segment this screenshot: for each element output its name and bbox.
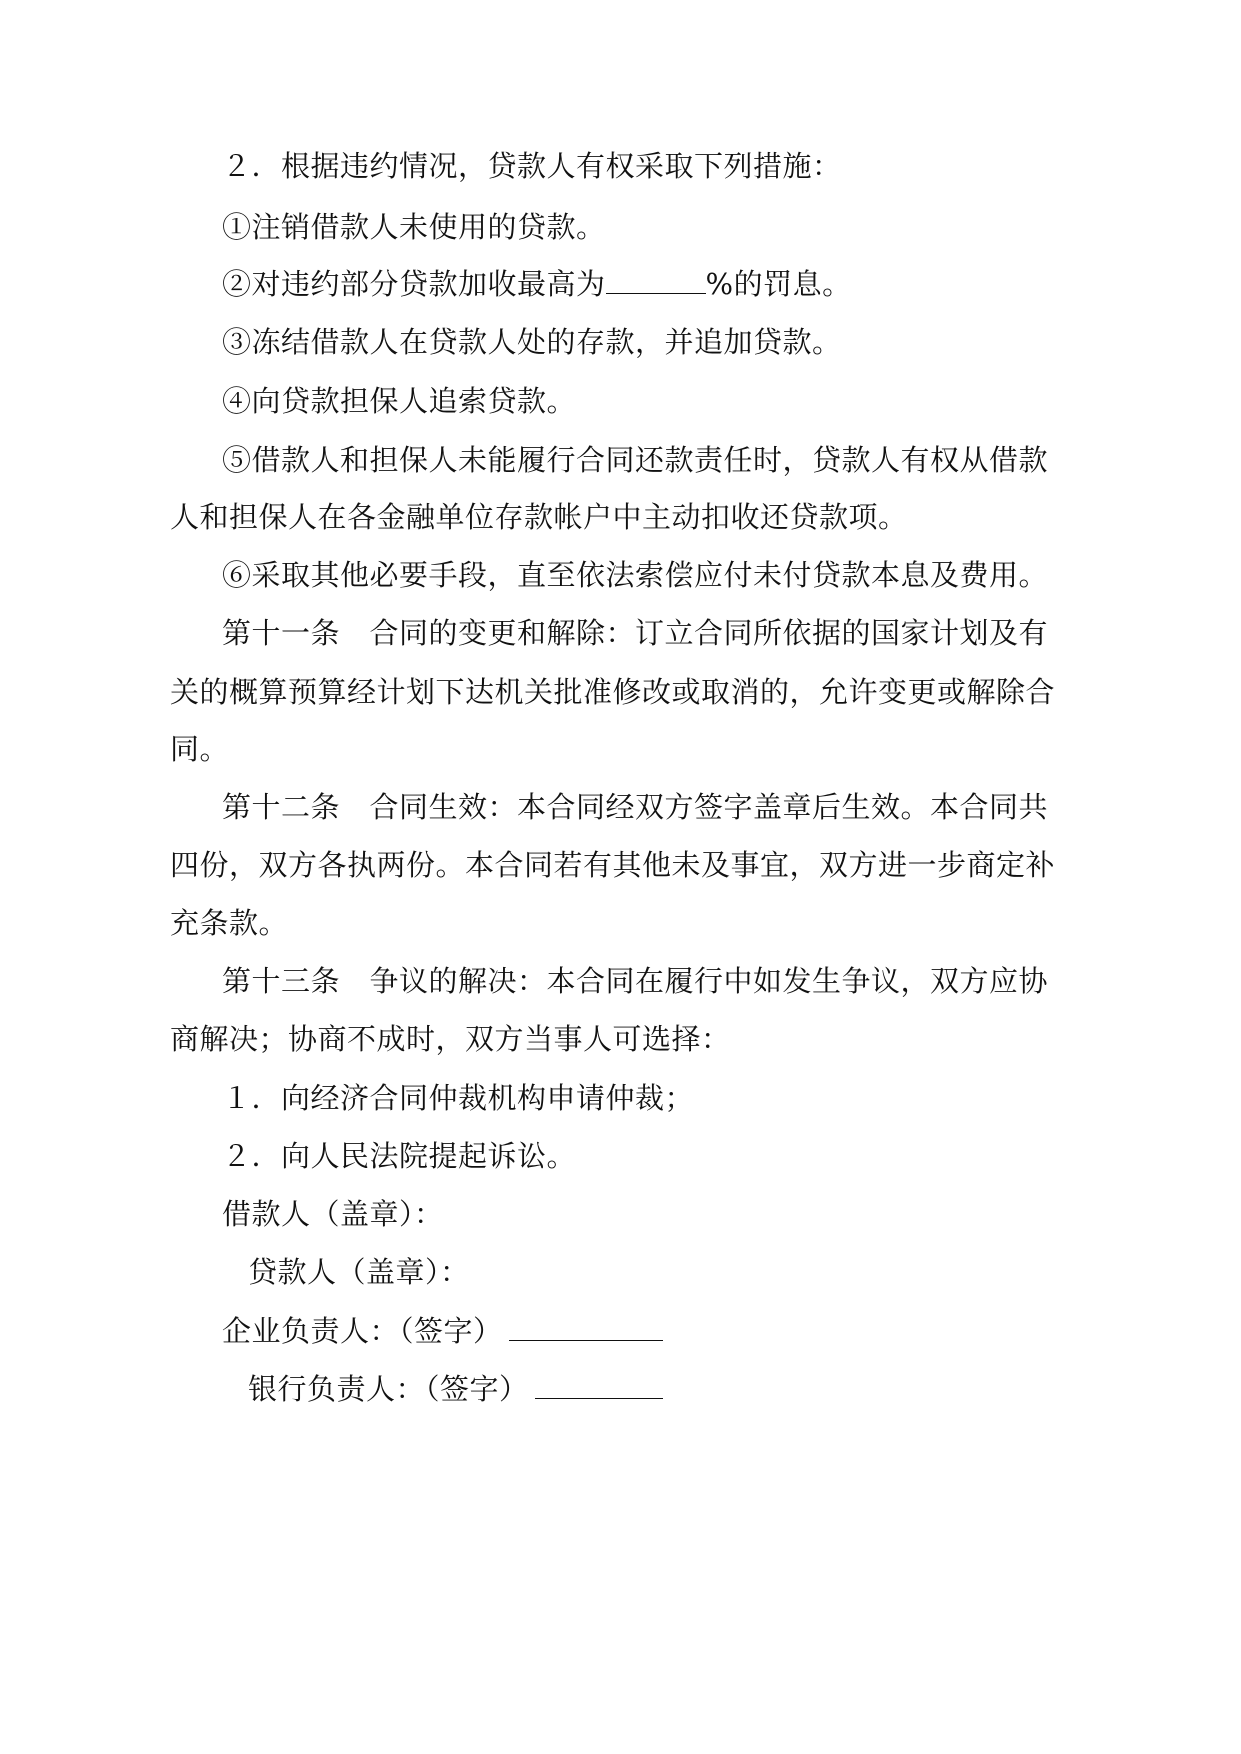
article-12-line-1: 第十二条 合同生效：本合同经双方签字盖章后生效。本合同共 <box>222 790 1049 824</box>
measure-2-text: ②对违约部分贷款加收最高为 <box>222 267 606 301</box>
bank-signature-label: 银行负责人：（签字） <box>248 1372 529 1406</box>
measure-6: ⑥采取其他必要手段，直至依法索偿应付未付贷款本息及费用。 <box>222 558 1049 592</box>
article-11-line-3: 同。 <box>170 732 230 766</box>
clause-10-item-2: ２．根据违约情况，贷款人有权采取下列措施： <box>222 149 842 183</box>
article-13-option-2: ２．向人民法院提起诉讼。 <box>222 1139 577 1173</box>
enterprise-signature-label: 企业负责人：（签字） <box>222 1314 503 1348</box>
measure-3: ③冻结借款人在贷款人处的存款，并追加贷款。 <box>222 325 842 359</box>
article-12-line-2: 四份，双方各执两份。本合同若有其他未及事宜，双方进一步商定补 <box>170 848 1056 882</box>
lender-seal-label: 贷款人（盖章）： <box>248 1255 470 1289</box>
bank-signature-blank <box>535 1372 663 1399</box>
article-11-line-1: 第十一条 合同的变更和解除：订立合同所依据的国家计划及有 <box>222 616 1049 650</box>
article-13-line-2: 商解决；协商不成时，双方当事人可选择： <box>170 1022 731 1056</box>
measure-1: ①注销借款人未使用的贷款。 <box>222 210 606 244</box>
bank-signature <box>248 1369 663 1409</box>
article-12-line-3: 充条款。 <box>170 906 289 940</box>
measure-5-line-2: 人和担保人在各金融单位存款帐户中主动扣收还贷款项。 <box>170 500 908 534</box>
borrower-seal-label: 借款人（盖章）： <box>222 1197 444 1231</box>
article-11-line-2: 关的概算预算经计划下达机关批准修改或取消的，允许变更或解除合 <box>170 675 1056 709</box>
enterprise-signature-blank <box>509 1314 663 1341</box>
measure-2-suffix: %的罚息。 <box>705 267 852 301</box>
penalty-rate-blank <box>606 267 706 294</box>
measure-5-line-1: ⑤借款人和担保人未能履行合同还款责任时，贷款人有权从借款 <box>222 443 1049 477</box>
measure-2 <box>222 264 852 304</box>
article-13-option-1: １．向经济合同仲裁机构申请仲裁； <box>222 1081 695 1115</box>
enterprise-signature <box>222 1311 663 1351</box>
article-13-line-1: 第十三条 争议的解决：本合同在履行中如发生争议，双方应协 <box>222 964 1049 998</box>
measure-4: ④向贷款担保人追索贷款。 <box>222 384 577 418</box>
